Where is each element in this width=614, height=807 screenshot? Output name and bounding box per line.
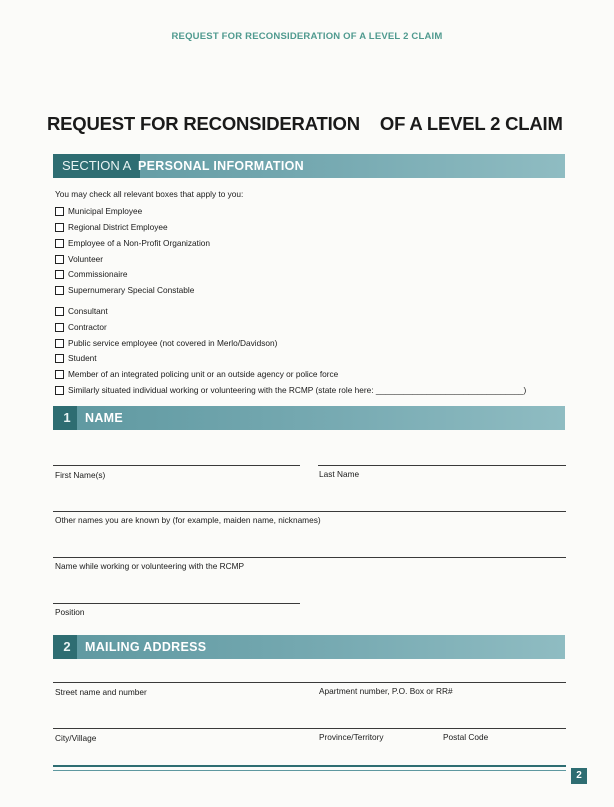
checkbox-intro: You may check all relevant boxes that apply to you: <box>55 189 244 199</box>
checkbox[interactable] <box>55 270 64 279</box>
footer-divider <box>53 765 566 767</box>
first-name-label: First Name(s) <box>55 470 106 480</box>
option-label: Regional District Employee <box>68 222 168 232</box>
option-public-service-employee[interactable] <box>55 338 277 348</box>
option-label: Commissionaire <box>68 269 128 279</box>
option-label: Volunteer <box>68 254 104 264</box>
last-name-field[interactable] <box>318 465 566 466</box>
option-non-profit-employee[interactable] <box>55 238 210 248</box>
city-label: City/Village <box>55 733 97 743</box>
checkbox[interactable] <box>55 370 64 379</box>
section-a-header <box>53 154 565 178</box>
running-head: REQUEST FOR RECONSIDERATION OF A LEVEL 2 CLAIM <box>171 31 443 42</box>
apartment-label: Apartment number, P.O. Box or RR# <box>319 686 453 696</box>
section-2-header <box>53 635 565 659</box>
option-commissionaire[interactable] <box>55 269 127 279</box>
checkbox[interactable] <box>55 207 64 216</box>
section-a-title: PERSONAL INFORMATION <box>138 159 304 173</box>
checkbox[interactable] <box>55 239 64 248</box>
title-part-2: OF A LEVEL 2 CLAIM <box>379 113 563 134</box>
rcmp-name-field[interactable] <box>53 557 566 558</box>
position-field[interactable] <box>53 603 300 604</box>
option-municipal-employee[interactable] <box>55 206 142 216</box>
option-integrated-policing[interactable] <box>55 369 338 379</box>
section-1-number: 1 <box>53 406 77 430</box>
section-2-title: MAILING ADDRESS <box>85 640 207 654</box>
page-title <box>47 113 563 135</box>
title-part-1: REQUEST FOR RECONSIDERATION <box>47 113 360 134</box>
first-name-field[interactable] <box>53 465 300 466</box>
rcmp-name-label: Name while working or volunteering with the RCMP <box>55 561 245 571</box>
option-consultant[interactable] <box>55 306 108 316</box>
checkbox[interactable] <box>55 354 64 363</box>
option-label: Member of an integrated policing unit or an outside agency or police force <box>68 369 339 379</box>
checkbox[interactable] <box>55 255 64 264</box>
street-address-field[interactable] <box>53 682 566 683</box>
checkbox[interactable] <box>55 307 64 316</box>
option-special-constable[interactable] <box>55 285 194 295</box>
option-label: Public service employee (not covered in Merlo/Davidson) <box>68 338 278 348</box>
section-2-number: 2 <box>53 635 77 659</box>
option-label: Municipal Employee <box>68 206 143 216</box>
option-label: Student <box>68 353 97 363</box>
postal-code-label: Postal Code <box>443 732 489 742</box>
option-similarly-situated[interactable] <box>55 385 526 395</box>
option-volunteer[interactable] <box>55 254 103 264</box>
checkbox[interactable] <box>55 286 64 295</box>
section-1-title: NAME <box>85 411 124 425</box>
option-label: Similarly situated individual working or volunteering with the RCMP (state role here: ________________________________) <box>68 385 527 395</box>
page-number: 2 <box>571 768 587 784</box>
city-province-postal-field[interactable] <box>53 728 566 729</box>
position-label: Position <box>55 607 85 617</box>
footer-divider-thin <box>53 770 566 771</box>
section-1-header <box>53 406 565 430</box>
checkbox[interactable] <box>55 223 64 232</box>
street-label: Street name and number <box>55 687 147 697</box>
last-name-label: Last Name <box>319 469 360 479</box>
option-label: Contractor <box>68 322 107 332</box>
province-label: Province/Territory <box>319 732 384 742</box>
checkbox[interactable] <box>55 323 64 332</box>
option-student[interactable] <box>55 353 97 363</box>
option-label: Supernumerary Special Constable <box>68 285 195 295</box>
option-regional-district-employee[interactable] <box>55 222 168 232</box>
checkbox[interactable] <box>55 339 64 348</box>
other-names-label: Other names you are known by (for example, maiden name, nicknames) <box>55 515 321 525</box>
option-contractor[interactable] <box>55 322 107 332</box>
option-label: Consultant <box>68 306 108 316</box>
checkbox[interactable] <box>55 386 64 395</box>
section-a-tag: SECTION A <box>53 154 140 178</box>
option-label: Employee of a Non-Profit Organization <box>68 238 211 248</box>
other-names-field[interactable] <box>53 511 566 512</box>
